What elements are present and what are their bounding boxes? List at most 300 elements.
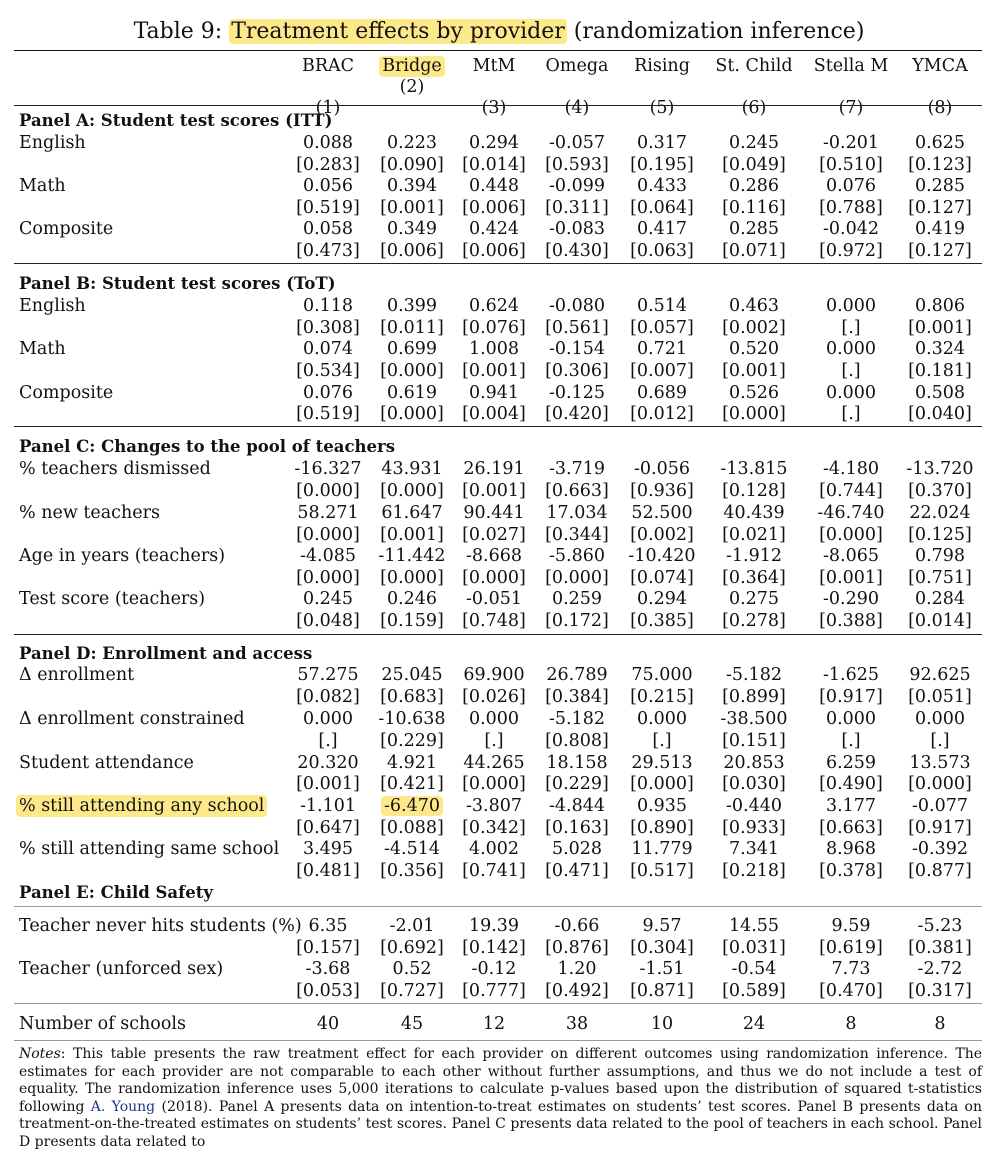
estimate-cell: -38.500	[720, 709, 788, 729]
p-value-row	[0, 730, 998, 752]
estimate-cell: -0.125	[548, 383, 605, 403]
estimate-cell: 0.284	[914, 589, 966, 609]
p-value-cell: [0.006]	[380, 241, 444, 261]
estimate-cell: 20.853	[723, 753, 785, 773]
estimate-cell: 0.000	[825, 339, 877, 359]
p-value-cell: [0.001]	[908, 318, 972, 338]
p-value-cell: [0.344]	[545, 525, 609, 545]
p-value-cell: [0.001]	[819, 568, 883, 588]
table-caption	[0, 17, 998, 47]
column-name: Stella M	[813, 56, 889, 76]
estimate-cell: -4.180	[822, 459, 879, 479]
p-value-cell: [0.317]	[908, 981, 972, 1001]
p-value-cell: [0.000]	[296, 481, 360, 501]
column-number: (1)	[315, 98, 341, 118]
column-name: YMCA	[912, 56, 968, 76]
estimate-cell: -0.66	[554, 916, 600, 936]
estimate-cell: 45	[400, 1014, 424, 1034]
p-value-cell: [0.917]	[819, 687, 883, 707]
p-value-cell: [0.000]	[380, 481, 444, 501]
estimate-cell: -5.182	[725, 665, 782, 685]
estimate-cell: 0.000	[825, 709, 877, 729]
table-row	[0, 458, 998, 480]
estimate-cell: 90.441	[463, 503, 525, 523]
estimate-cell: -13.815	[720, 459, 788, 479]
p-value-cell: [0.727]	[380, 981, 444, 1001]
p-value-cell: [0.006]	[462, 241, 526, 261]
p-value-cell: [0.127]	[908, 198, 972, 218]
estimate-cell: 0.935	[636, 796, 688, 816]
p-value-cell: [0.218]	[722, 861, 786, 881]
p-value-cell: [0.000]	[380, 568, 444, 588]
row-label: Math	[19, 176, 66, 196]
p-value-cell: [0.308]	[296, 318, 360, 338]
p-value-cell: [0.808]	[545, 731, 609, 751]
estimate-cell: -4.514	[383, 839, 440, 859]
p-value-cell: [0.481]	[296, 861, 360, 881]
p-value-cell: [0.744]	[819, 481, 883, 501]
estimate-cell: 0.619	[386, 383, 438, 403]
estimate-cell: 8.968	[825, 839, 877, 859]
p-value-cell: [.]	[841, 731, 861, 751]
estimate-cell: -1.51	[639, 959, 685, 979]
p-value-cell: [0.000]	[296, 568, 360, 588]
table-row	[0, 295, 998, 317]
estimate-cell: 0.286	[728, 176, 780, 196]
p-value-cell: [0.002]	[630, 525, 694, 545]
p-value-cell: [0.057]	[630, 318, 694, 338]
row-label: Test score (teachers)	[19, 589, 206, 609]
column-number: (6)	[741, 98, 767, 118]
estimate-cell: 1.20	[557, 959, 597, 979]
p-value-cell: [0.788]	[819, 198, 883, 218]
estimate-cell: -10.638	[378, 709, 446, 729]
p-value-cell: [0.777]	[462, 981, 526, 1001]
p-value-cell: [0.063]	[630, 241, 694, 261]
p-value-cell: [0.304]	[630, 938, 694, 958]
p-value-cell: [0.002]	[722, 318, 786, 338]
panel-header	[0, 436, 998, 458]
estimate-cell: 1.008	[468, 339, 520, 359]
estimate-cell: 43.931	[381, 459, 443, 479]
citation-link[interactable]: A. Young	[90, 1098, 156, 1115]
p-value-cell: [.]	[652, 731, 672, 751]
table-row	[0, 958, 998, 980]
estimate-cell: 5.028	[551, 839, 603, 859]
estimate-cell: 4.921	[386, 753, 438, 773]
estimate-cell: 14.55	[728, 916, 780, 936]
estimate-cell: 0.076	[302, 383, 354, 403]
estimate-cell: 0.699	[386, 339, 438, 359]
p-value-cell: [0.014]	[908, 611, 972, 631]
estimate-cell: 69.900	[463, 665, 525, 685]
estimate-cell: 0.000	[636, 709, 688, 729]
estimate-cell: -5.182	[548, 709, 605, 729]
p-value-cell: [0.027]	[462, 525, 526, 545]
column-name: St. Child	[715, 56, 793, 76]
estimate-cell: 7.73	[831, 959, 871, 979]
p-value-cell: [0.215]	[630, 687, 694, 707]
panel-header	[0, 110, 998, 132]
p-value-row	[0, 567, 998, 589]
estimate-cell: 0.000	[914, 709, 966, 729]
row-label: % still attending same school	[19, 839, 280, 859]
row-label: Teacher never hits students (%)	[19, 916, 302, 936]
p-value-cell: [0.163]	[545, 818, 609, 838]
estimate-cell: -0.12	[471, 959, 517, 979]
p-value-cell: [0.071]	[722, 241, 786, 261]
p-value-row	[0, 524, 998, 546]
p-value-cell: [.]	[930, 731, 950, 751]
row-label: Δ enrollment	[19, 665, 135, 685]
estimate-cell: 13.573	[909, 753, 971, 773]
p-value-cell: [0.517]	[630, 861, 694, 881]
estimate-cell: 0.294	[636, 589, 688, 609]
column-number: (4)	[564, 98, 590, 118]
estimate-cell: 0.433	[636, 176, 688, 196]
row-label: English	[19, 296, 86, 316]
p-value-row	[0, 197, 998, 219]
p-value-row	[0, 686, 998, 708]
estimate-cell: 20.320	[297, 753, 359, 773]
row-label: Δ enrollment constrained	[19, 709, 245, 729]
p-value-cell: [0.741]	[462, 861, 526, 881]
estimate-cell: 0.424	[468, 219, 520, 239]
panel-header	[0, 273, 998, 295]
top-rule	[14, 50, 982, 51]
p-value-cell: [.]	[841, 318, 861, 338]
estimate-cell: 0.624	[468, 296, 520, 316]
p-value-cell: [0.048]	[296, 611, 360, 631]
p-value-cell: [0.342]	[462, 818, 526, 838]
table-row	[0, 708, 998, 730]
column-number: (7)	[838, 98, 864, 118]
p-value-cell: [0.000]	[462, 568, 526, 588]
estimate-cell: -3.719	[548, 459, 605, 479]
row-label: % still attending any school	[16, 795, 267, 817]
estimate-cell: 0.463	[728, 296, 780, 316]
panel-title: Panel C: Changes to the pool of teachers	[19, 437, 395, 456]
panel-header	[0, 643, 998, 665]
column-number: (2)	[399, 77, 425, 97]
estimate-cell: -0.083	[548, 219, 605, 239]
p-value-cell: [0.692]	[380, 938, 444, 958]
column-name: Bridge	[379, 56, 445, 77]
estimate-cell: 0.625	[914, 133, 966, 153]
estimate-cell: 8	[934, 1014, 946, 1034]
p-value-cell: [.]	[841, 404, 861, 424]
table-row	[0, 1013, 998, 1035]
estimate-cell: 0.000	[468, 709, 520, 729]
p-value-cell: [0.421]	[380, 774, 444, 794]
p-value-row	[0, 610, 998, 632]
estimate-cell: 29.513	[631, 753, 693, 773]
p-value-cell: [0.001]	[722, 361, 786, 381]
p-value-cell: [0.000]	[462, 774, 526, 794]
estimate-cell: 0.076	[825, 176, 877, 196]
estimate-cell: 75.000	[631, 665, 693, 685]
p-value-row	[0, 937, 998, 959]
p-value-cell: [0.053]	[296, 981, 360, 1001]
p-value-cell: [0.006]	[462, 198, 526, 218]
estimate-cell: 3.177	[825, 796, 877, 816]
p-value-cell: [0.088]	[380, 818, 444, 838]
p-value-cell: [0.000]	[545, 568, 609, 588]
p-value-cell: [0.561]	[545, 318, 609, 338]
estimate-cell: -0.042	[822, 219, 879, 239]
p-value-row	[0, 240, 998, 262]
header-rule	[14, 105, 982, 106]
p-value-cell: [0.012]	[630, 404, 694, 424]
estimate-cell: 0.721	[636, 339, 688, 359]
p-value-cell: [0.364]	[722, 568, 786, 588]
table-row	[0, 752, 998, 774]
p-value-cell: [0.074]	[630, 568, 694, 588]
estimate-cell: 0.941	[468, 383, 520, 403]
p-value-cell: [0.000]	[630, 774, 694, 794]
estimate-cell: -0.154	[548, 339, 605, 359]
p-value-cell: [0.430]	[545, 241, 609, 261]
p-value-cell: [0.933]	[722, 818, 786, 838]
p-value-cell: [0.936]	[630, 481, 694, 501]
p-value-cell: [0.420]	[545, 404, 609, 424]
notes-text-2: (2018). Panel A presents data on intention-to-treat estimates on students’ test scores. Panel B presents data on treatment-on-the-treated estimates on students’ test scores. Panel C presents data related to the pool of teachers in each school. Panel D presents data related to	[19, 1098, 982, 1150]
p-value-cell: [0.683]	[380, 687, 444, 707]
table-row	[0, 588, 998, 610]
p-value-cell: [0.159]	[380, 611, 444, 631]
estimate-cell: 0.419	[914, 219, 966, 239]
p-value-cell: [0.014]	[462, 155, 526, 175]
table-row	[0, 382, 998, 404]
estimate-cell: -1.912	[725, 546, 782, 566]
p-value-cell: [0.001]	[462, 481, 526, 501]
estimate-cell: 9.57	[642, 916, 682, 936]
estimate-cell	[366, 795, 458, 817]
estimate-cell: -8.668	[465, 546, 522, 566]
p-value-row	[0, 860, 998, 882]
estimate-cell: 0.294	[468, 133, 520, 153]
p-value-cell: [0.229]	[545, 774, 609, 794]
p-value-row	[0, 360, 998, 382]
p-value-cell: [0.619]	[819, 938, 883, 958]
estimate-cell: -0.440	[725, 796, 782, 816]
estimate-cell: 0.074	[302, 339, 354, 359]
p-value-cell: [0.490]	[819, 774, 883, 794]
estimate-cell: -8.065	[822, 546, 879, 566]
estimate-cell: 92.625	[909, 665, 971, 685]
estimate-cell: -11.442	[378, 546, 446, 566]
p-value-cell: [0.751]	[908, 568, 972, 588]
p-value-cell: [0.001]	[296, 774, 360, 794]
p-value-row	[0, 403, 998, 425]
p-value-cell: [0.748]	[462, 611, 526, 631]
table-row	[0, 795, 998, 817]
caption-suffix: (randomization inference)	[566, 19, 865, 44]
table-row	[0, 664, 998, 686]
row-label: Number of schools	[19, 1014, 186, 1034]
table-row	[0, 545, 998, 567]
estimate-cell: 0.285	[914, 176, 966, 196]
panel-rule	[14, 634, 982, 635]
p-value-row	[0, 154, 998, 176]
row-label: Student attendance	[19, 753, 194, 773]
estimate-cell: -0.392	[911, 839, 968, 859]
caption-prefix: Table 9:	[133, 19, 230, 44]
p-value-cell: [0.370]	[908, 481, 972, 501]
estimate-cell: -0.099	[548, 176, 605, 196]
panel-title: Panel A: Student test scores (ITT)	[19, 111, 333, 130]
p-value-cell: [0.492]	[545, 981, 609, 1001]
panel-title: Panel E: Child Safety	[19, 883, 213, 902]
p-value-cell: [0.000]	[380, 404, 444, 424]
column-name: BRAC	[301, 56, 355, 76]
estimate-cell: -0.290	[822, 589, 879, 609]
p-value-cell: [0.021]	[722, 525, 786, 545]
p-value-row	[0, 317, 998, 339]
p-value-cell: [0.381]	[908, 938, 972, 958]
estimate-cell: 40	[316, 1014, 340, 1034]
p-value-cell: [0.871]	[630, 981, 694, 1001]
table-row	[0, 218, 998, 240]
estimate-cell: 58.271	[297, 503, 359, 523]
p-value-cell: [0.001]	[380, 525, 444, 545]
estimate-cell: 0.520	[728, 339, 780, 359]
p-value-cell: [0.000]	[722, 404, 786, 424]
estimate-cell: -16.327	[294, 459, 362, 479]
p-value-cell: [0.040]	[908, 404, 972, 424]
estimate-cell: -5.23	[917, 916, 963, 936]
estimate-cell: 0.349	[386, 219, 438, 239]
p-value-cell: [0.026]	[462, 687, 526, 707]
estimate-cell: 0.246	[386, 589, 438, 609]
estimate-cell: 0.399	[386, 296, 438, 316]
notes-text-1: : This table presents the raw treatment effect for each provider on different outcomes using randomization inference. The estimates for each provider are not comparable to each other without further assumptions, and thus we do not include a test of equality. The randomization inference uses 5,000 iterations to calculate p-values based upon the distribution of squared t-statistics following	[19, 1046, 982, 1115]
estimate-cell: 0.806	[914, 296, 966, 316]
p-value-cell: [0.647]	[296, 818, 360, 838]
p-value-row	[0, 773, 998, 795]
p-value-cell: [0.090]	[380, 155, 444, 175]
highlighted-value: -6.470	[381, 796, 443, 816]
p-value-cell: [0.663]	[545, 481, 609, 501]
p-value-cell: [0.385]	[630, 611, 694, 631]
estimate-cell: 22.024	[909, 503, 971, 523]
estimate-cell: -2.01	[389, 916, 435, 936]
estimate-cell: 6.259	[825, 753, 877, 773]
estimate-cell: 19.39	[468, 916, 520, 936]
estimate-cell: -0.056	[633, 459, 690, 479]
p-value-cell: [0.123]	[908, 155, 972, 175]
estimate-cell: -46.740	[817, 503, 885, 523]
notes-label: Notes	[19, 1046, 61, 1062]
estimate-cell: 11.779	[631, 839, 693, 859]
row-label: English	[19, 133, 86, 153]
estimate-cell: 0.317	[636, 133, 688, 153]
estimate-cell: -4.085	[299, 546, 356, 566]
estimate-cell: -2.72	[917, 959, 963, 979]
estimate-cell: 57.275	[297, 665, 359, 685]
estimate-cell: 0.058	[302, 219, 354, 239]
estimate-cell: 0.223	[386, 133, 438, 153]
p-value-cell: [0.011]	[380, 318, 444, 338]
p-value-cell: [0.127]	[908, 241, 972, 261]
estimate-cell: 0.088	[302, 133, 354, 153]
estimate-cell: 10	[650, 1014, 674, 1034]
estimate-cell: 0.514	[636, 296, 688, 316]
estimate-cell: 0.52	[392, 959, 432, 979]
p-value-cell: [0.195]	[630, 155, 694, 175]
p-value-cell: [0.510]	[819, 155, 883, 175]
p-value-cell: [0.051]	[908, 687, 972, 707]
estimate-cell: 0.526	[728, 383, 780, 403]
estimate-cell: 44.265	[463, 753, 525, 773]
column-header-bridge	[366, 56, 458, 98]
p-value-cell: [0.473]	[296, 241, 360, 261]
panel-rule	[14, 263, 982, 264]
p-value-cell: [0.283]	[296, 155, 360, 175]
estimate-cell: -3.68	[305, 959, 351, 979]
table-row	[0, 132, 998, 154]
estimate-cell: 6.35	[308, 916, 348, 936]
p-value-cell: [0.306]	[545, 361, 609, 381]
p-value-cell: [0.082]	[296, 687, 360, 707]
estimate-cell: 0.417	[636, 219, 688, 239]
estimate-cell: 0.285	[728, 219, 780, 239]
estimate-cell: -0.080	[548, 296, 605, 316]
p-value-cell: [0.384]	[545, 687, 609, 707]
p-value-cell: [0.000]	[819, 525, 883, 545]
p-value-row	[0, 480, 998, 502]
estimate-cell: 0.259	[551, 589, 603, 609]
estimate-cell: 0.000	[825, 383, 877, 403]
p-value-cell: [0.125]	[908, 525, 972, 545]
p-value-cell: [0.356]	[380, 861, 444, 881]
estimate-cell: 8	[845, 1014, 857, 1034]
table-row	[0, 915, 998, 937]
p-value-cell: [0.181]	[908, 361, 972, 381]
panel-title: Panel D: Enrollment and access	[19, 644, 313, 663]
p-value-cell: [0.877]	[908, 861, 972, 881]
estimate-cell: -0.077	[911, 796, 968, 816]
p-value-row	[0, 817, 998, 839]
column-name: MtM	[472, 56, 516, 76]
estimate-cell: -1.625	[822, 665, 879, 685]
p-value-cell: [0.142]	[462, 938, 526, 958]
panel-rule	[14, 1003, 982, 1004]
p-value-cell: [0.004]	[462, 404, 526, 424]
column-name: Omega	[545, 56, 609, 76]
p-value-cell: [0.378]	[819, 861, 883, 881]
estimate-cell: 3.495	[302, 839, 354, 859]
p-value-cell: [0.311]	[545, 198, 609, 218]
p-value-cell: [0.007]	[630, 361, 694, 381]
p-value-cell: [0.229]	[380, 731, 444, 751]
table-row	[0, 175, 998, 197]
p-value-cell: [.]	[484, 731, 504, 751]
panel-title: Panel B: Student test scores (ToT)	[19, 274, 336, 293]
notes-rule	[14, 1040, 982, 1041]
column-number: (3)	[481, 98, 507, 118]
estimate-cell: 38	[565, 1014, 589, 1034]
estimate-cell: -0.051	[465, 589, 522, 609]
panel-rule	[14, 426, 982, 427]
estimate-cell: 12	[482, 1014, 506, 1034]
estimate-cell: 0.000	[825, 296, 877, 316]
estimate-cell: 0.394	[386, 176, 438, 196]
estimate-cell: 7.341	[728, 839, 780, 859]
p-value-cell: [0.128]	[722, 481, 786, 501]
estimate-cell: -5.860	[548, 546, 605, 566]
p-value-cell: [.]	[841, 361, 861, 381]
